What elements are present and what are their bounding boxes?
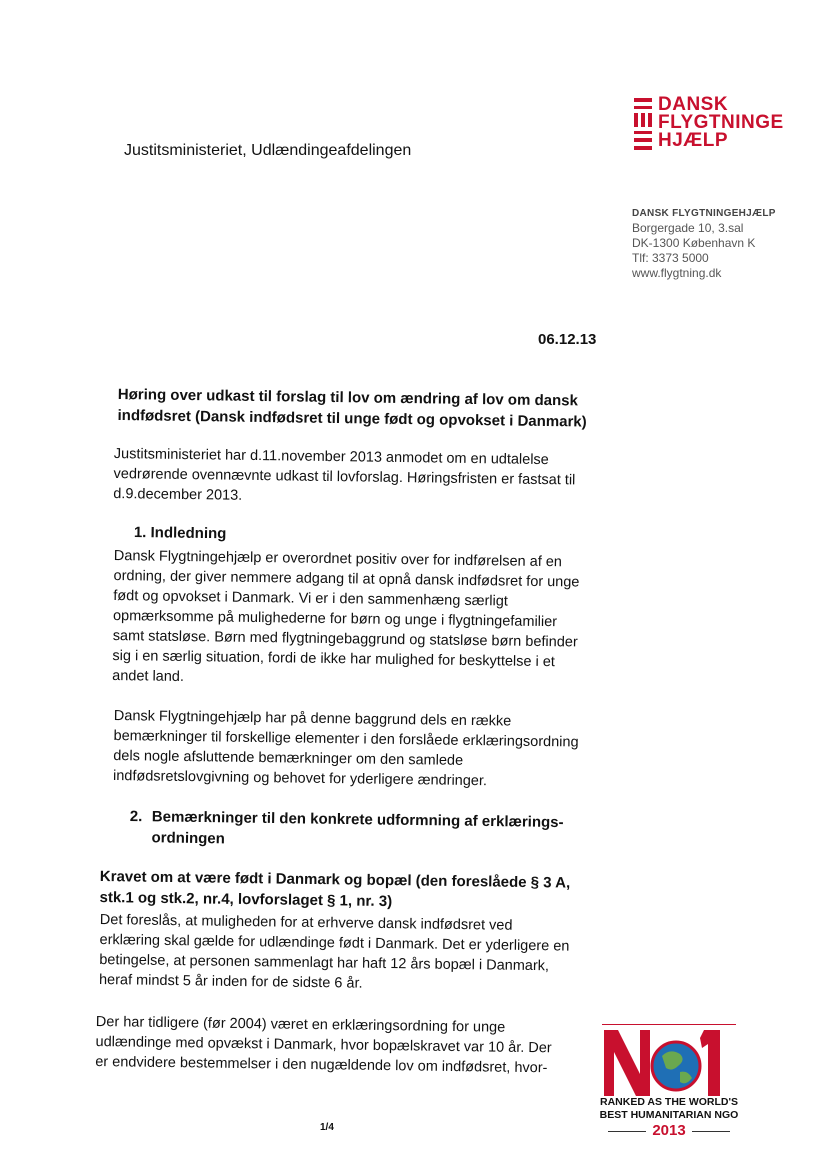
address-org: DANSK FLYGTNINGEHJÆLP [632,208,776,219]
section-1-paragraph-2: Dansk Flygtningehjælp har på denne baggrund dels en række bemærkninger til forskellige elementer i den forslåede erklæringsordning dels nogle afsluttende bemærkninger om den samlede indfødsretslovgivning og behovet for yderligere ændringer. [112,707,579,790]
ranking-badge [596,1014,742,1154]
recipient-line: Justitsministeriet, Udlændingeafdelingen [124,142,412,159]
letter-date: 06.12.13 [538,331,597,348]
logo-line-2: FLYGTNINGE [658,112,784,133]
section-2-heading-line-2: ordningen [151,829,225,848]
address-phone: Tlf: 3373 5000 [632,251,709,265]
logo-mark-icon [634,98,652,152]
section-1-heading: 1. Indledning [133,524,227,543]
logo-line-1: DANSK [658,94,729,115]
address-street: Borgergade 10, 3.sal [632,221,744,235]
section-2-paragraph-2: Der har tidligere (før 2004) været en erklæringsordning for unge udlændinge med opvækst i Danmark, hvor bopælskravet var 10 år. Der er endvidere bestemmelser i den nugældende lov om indfødsret, hvor- [95,1013,552,1077]
section-2-heading [129,806,590,854]
section-2-number: 2. [129,807,143,826]
badge-line-2: BEST HUMANITARIAN NGO [599,1109,739,1121]
badge-year: 2013 [596,1122,742,1139]
dfh-logo [634,96,784,156]
document-title: Høring over udkast til forslag til lov om ændring af lov om dansk indfødsret (Dansk indfødsret til unge født og opvokset i Danmark) [117,385,587,431]
section-2-subheading: Kravet om at være født i Danmark og bopæl (den foreslåede § 3 A, stk.1 og stk.2, nr.4, lovforslaget § 1, nr. 3) [99,867,571,911]
intro-paragraph: Justitsministeriet har d.11.november 2013 anmodet om en udtalelse vedrørende ovennævnte udkast til lovforslag. Høringsfristen er fastsat til d.9.december 2013. [113,445,576,504]
section-2-heading-line-1: Bemærkninger til den konkrete udformning af erklærings- [151,808,564,832]
no1-emblem-icon [600,1020,738,1100]
section-2-paragraph-1: Det foreslås, at muligheden for at erhverve dansk indfødsret ved erklæring skal gælde for udlændinge født i Danmark. Det er yderligere en betingelse, at personen sammenlagt har haft 12 års bopæl i Danmark, heraf mindst 5 år inden for de sidste 6 år. [98,911,570,992]
address-web[interactable]: www.flygtning.dk [632,266,722,280]
sender-address [632,206,776,281]
section-1-paragraph-1: Dansk Flygtningehjælp er overordnet positiv over for indførelsen af en ordning, der giver nemmere adgang til at opnå dansk indfødsret for unge født og opvokset i Danmark. Vi er i den sammenhæng særligt opmærksomme på mulighederne for børn og unge i flygtningefamilier samt statsløse. Børn med flygtningebaggrund og statsløse børn befinder sig i en særlig situation, fordi de ikke har mulighed for beskyttelse i et andet land. [112,547,580,685]
logo-line-3: HJÆLP [658,130,729,151]
page-number: 1/4 [320,1122,334,1133]
badge-line-1: RANKED AS THE WORLD'S [599,1096,739,1108]
address-city: DK-1300 København K [632,236,756,250]
